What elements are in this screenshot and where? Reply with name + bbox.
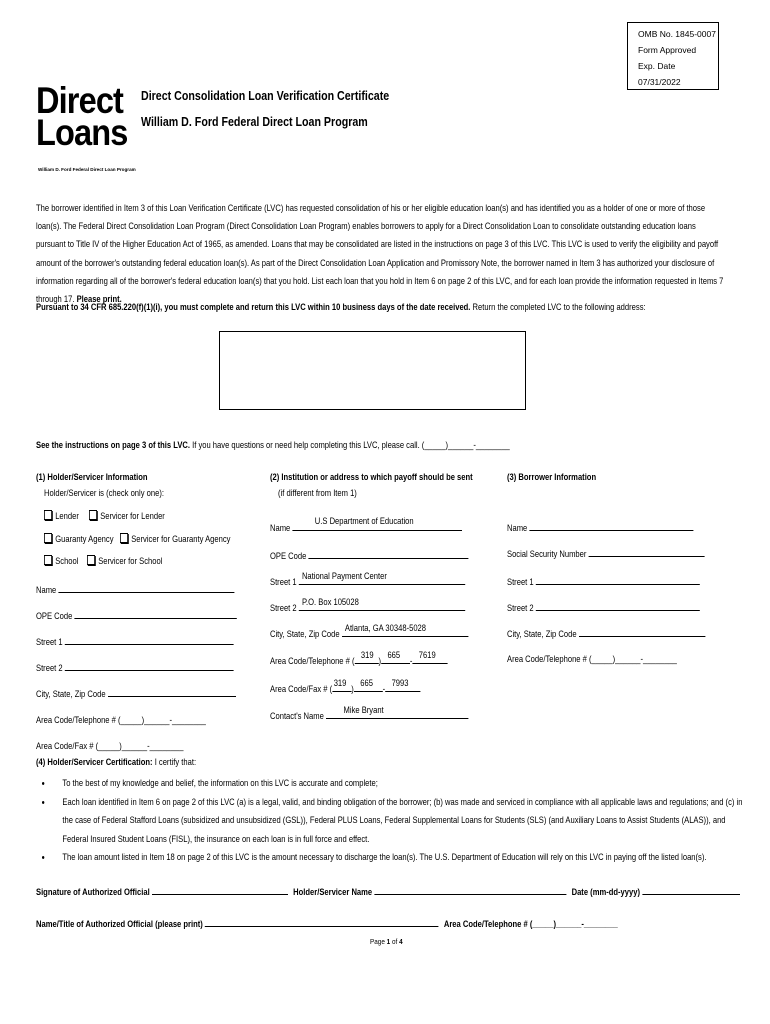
checkbox-label: Servicer for School [98,556,163,567]
checkbox-label: Lender [55,511,79,522]
pursuant-rest: Return the completed LVC to the following address: [472,302,646,313]
checkbox-box[interactable] [120,533,128,543]
field-line[interactable] [74,618,236,619]
instructions-bold: See the instructions on page 3 of this LVC. [36,440,190,451]
s2-phone-area: 319 [360,650,374,661]
phone-area-line[interactable] [355,650,379,664]
checkbox-label: Guaranty Agency [55,534,114,545]
certification-item: • The loan amount listed in Item 18 on page 2 of this LVC is the amount necessary to discharge the loan(s). The U.S. Department of Education will rely on this LVC in paying off the listed loan(s). [40,849,752,868]
s2-street1-value: National Payment Center [301,571,387,582]
section2-heading: (2) Institution or address to which payoff should be sent [270,472,473,483]
field-line[interactable] [536,584,700,585]
page-current: 1 [386,937,391,946]
s2-phone-prefix: 665 [387,650,401,661]
checkbox-box[interactable] [44,533,52,543]
field-line[interactable] [65,644,234,645]
section4-heading: (4) Holder/Servicer Certification: [36,757,153,768]
return-address-box[interactable] [219,331,526,410]
pursuant-line [36,302,646,313]
field-label: Name [36,585,57,596]
name-title-label: Name/Title of Authorized Official (please print) [36,919,203,930]
phone-prefix-line[interactable] [381,650,410,664]
checkbox-box[interactable] [89,510,97,520]
omb-expiry: Exp. Date 07/31/2022 [638,61,681,87]
checkbox-servicer-for-lender[interactable] [89,510,165,522]
s2-contact-value: Mike Bryant [343,705,384,716]
logo-line2: Loans [36,112,128,153]
page-of: of [392,937,398,946]
s3-name-field[interactable] [507,523,693,534]
form-title: Direct Consolidation Loan Verification Certificate [141,88,390,103]
section1-subheading: Holder/Servicer is (check only one): [44,488,164,499]
field-label: Street 1 [36,637,63,648]
field-line[interactable] [292,516,462,531]
s2-contact-field[interactable] [270,705,468,722]
field-label: Street 1 [507,577,534,588]
s2-street2-field[interactable] [270,597,465,614]
field-label: Contact's Name [270,711,324,722]
s3-phone-field[interactable]: Area Code/Telephone # (_____)______-________ [507,654,677,665]
s2-ope-field[interactable] [270,551,468,562]
certification-item: • To the best of my knowledge and belief, the information on this LVC is accurate and complete; [40,775,752,794]
section3-heading: (3) Borrower Information [507,472,597,483]
field-line[interactable] [579,636,705,637]
phone-line-line[interactable] [412,650,447,664]
field-label: City, State, Zip Code [270,629,340,640]
s2-phone-line: 7619 [418,650,436,661]
checkbox-servicer-for-guaranty-agency[interactable] [120,533,230,545]
signature-label: Signature of Authorized Official [36,887,150,898]
fax-prefix-line[interactable] [354,678,383,692]
field-label: Name [507,523,528,534]
s2-name-field[interactable] [270,516,462,534]
checkbox-lender[interactable] [44,510,79,522]
checkbox-guaranty-agency[interactable] [44,533,114,545]
checkbox-label: Servicer for Lender [100,511,165,522]
checkbox-box[interactable] [87,555,95,565]
omb-status: Form Approved [638,45,697,55]
intro-emphasis: Please print. [76,294,122,306]
s1-phone-field[interactable]: Area Code/Telephone # (_____)______-________ [36,715,206,726]
field-label: OPE Code [270,551,307,562]
field-line[interactable] [308,558,468,559]
field-line[interactable] [108,696,236,697]
field-line[interactable] [299,597,465,611]
pursuant-bold: Pursuant to 34 CFR 685.220(f)(1)(i), you must complete and return this LVC within 10 business days of the date received. [36,302,471,313]
date-line[interactable] [642,894,740,895]
instructions-rest: If you have questions or need help completing this LVC, please call. (_____)______-________ [192,440,510,451]
instructions-line [36,440,510,451]
s1-ope-field[interactable] [36,611,237,622]
s3-street2-field[interactable] [507,603,700,614]
s2-city-value: Atlanta, GA 30348-5028 [344,623,427,634]
name-title-line[interactable] [205,926,439,927]
s1-name-field[interactable] [36,585,234,596]
form-subtitle: William D. Ford Federal Direct Loan Program [141,114,368,129]
s1-street1-field[interactable] [36,637,234,648]
field-label: Name [270,523,291,534]
checkbox-label: School [55,556,79,567]
fax-area-line[interactable] [332,678,351,692]
section1-heading: (1) Holder/Servicer Information [36,472,148,483]
field-line[interactable] [589,556,705,557]
checkbox-box[interactable] [44,555,52,565]
s2-phone-field[interactable]: Area Code/Telephone # ( 319 ) 665 - 7619 [270,656,448,667]
field-label: Area Code/Fax # ( [270,684,333,695]
s3-city-field[interactable] [507,629,705,640]
checkbox-school[interactable] [44,555,78,567]
field-label: City, State, Zip Code [507,629,577,640]
s2-name-value: U.S Department of Education [314,516,414,527]
section2-subheading: (if different from Item 1) [278,488,357,499]
s2-fax-area: 319 [333,678,347,689]
field-line[interactable] [299,571,465,585]
intro-text: The borrower identified in Item 3 of this Loan Verification Certificate (LVC) has requested consolidation of his or her eligible education loan(s) and has identified you as a holder of one or more of those loan(s). The Federal Direct Consolidation Loan Program (Direct Consolidation Loan Program) enables borrowers to apply for a Direct Consolidation Loan to consolidate outstanding education loans pursuant to Title IV of the Higher Education Act of 1965, as amended. Loans that may be consolidated are listed in the instructions on page 3 of this LVC. This LVC is used to verify the eligibility and payoff amount of the borrower's outstanding federal education loan(s). As part of the Direct Consolidation Loan Application and Promissory Note, the borrower named in Item 3 has authorized your disclosure of information regarding all of the borrower's federal education loan(s) that you hold. List each loan that you hold in Item 6 on page 2 of this LVC, and for each loan provide the information requested in Items 7 through 17. [36,203,724,306]
field-line[interactable] [65,670,234,671]
section4-heading-line [36,757,196,768]
field-label: Street 2 [270,603,297,614]
section4-intro: I certify that: [154,757,197,768]
omb-info-box [627,22,719,90]
s2-fax-line: 7993 [391,678,409,689]
page-number [370,937,403,946]
s2-city-field[interactable] [270,623,468,640]
official-phone-label[interactable]: Area Code/Telephone # (_____)______-________ [443,919,618,930]
field-line[interactable] [342,623,468,637]
s3-ssn-field[interactable] [507,549,705,560]
holder-name-label: Holder/Servicer Name [293,887,373,898]
checkbox-servicer-for-school[interactable] [87,555,162,567]
date-label: Date (mm-dd-yyyy) [571,887,640,898]
field-label: Street 2 [507,603,534,614]
s1-fax-field[interactable]: Area Code/Fax # (_____)______-________ [36,741,184,752]
logo-tagline: William D. Ford Federal Direct Loan Program [38,167,136,172]
field-label: Street 1 [270,577,297,588]
s2-street1-field[interactable] [270,571,465,588]
logo-line1: Direct [36,80,124,121]
signature-row [36,887,740,898]
field-line[interactable] [529,530,693,531]
field-label: City, State, Zip Code [36,689,106,700]
s2-fax-field[interactable]: Area Code/Fax # ( 319 ) 665 - 7993 [270,684,420,695]
s2-street2-value: P.O. Box 105028 [301,597,359,608]
checkbox-label: Servicer for Guaranty Agency [131,534,231,545]
s1-city-field[interactable] [36,689,236,700]
omb-number: OMB No. 1845-0007 [638,29,716,39]
field-line[interactable] [326,705,468,719]
field-line[interactable] [58,592,234,593]
page-prefix: Page [370,937,385,946]
name-title-row [36,919,618,930]
field-label: Street 2 [36,663,63,674]
holder-name-line[interactable] [374,894,566,895]
fax-line-line[interactable] [385,678,420,692]
certification-item: • Each loan identified in Item 6 on page 2 of this LVC (a) is a legal, valid, and binding obligation of the borrower; (b) was made and serviced in compliance with all applicable laws and regulations; and (c) in the case of Federal Stafford Loans (subsidized and unsubsidized (GSL)), Federal PLUS Loans, Federal Supplemental Loans for Students (SLS) (and Auxiliary Loans to Assist Students (ALAS)), and Federal Insured Student Loans (FISL), the insurance on each loan is in full force and effect. [40,794,752,850]
page-total: 4 [399,937,403,946]
signature-line[interactable] [152,894,288,895]
certification-list [40,775,752,868]
checkbox-box[interactable] [44,510,52,520]
s3-street1-field[interactable] [507,577,700,588]
field-label: Area Code/Telephone # ( [270,656,355,667]
s1-street2-field[interactable] [36,663,234,674]
intro-paragraph [36,200,727,309]
direct-loans-logo [36,80,128,153]
s2-fax-prefix: 665 [360,678,373,689]
field-line[interactable] [536,610,700,611]
field-label: OPE Code [36,611,73,622]
field-label: Social Security Number [507,549,587,560]
